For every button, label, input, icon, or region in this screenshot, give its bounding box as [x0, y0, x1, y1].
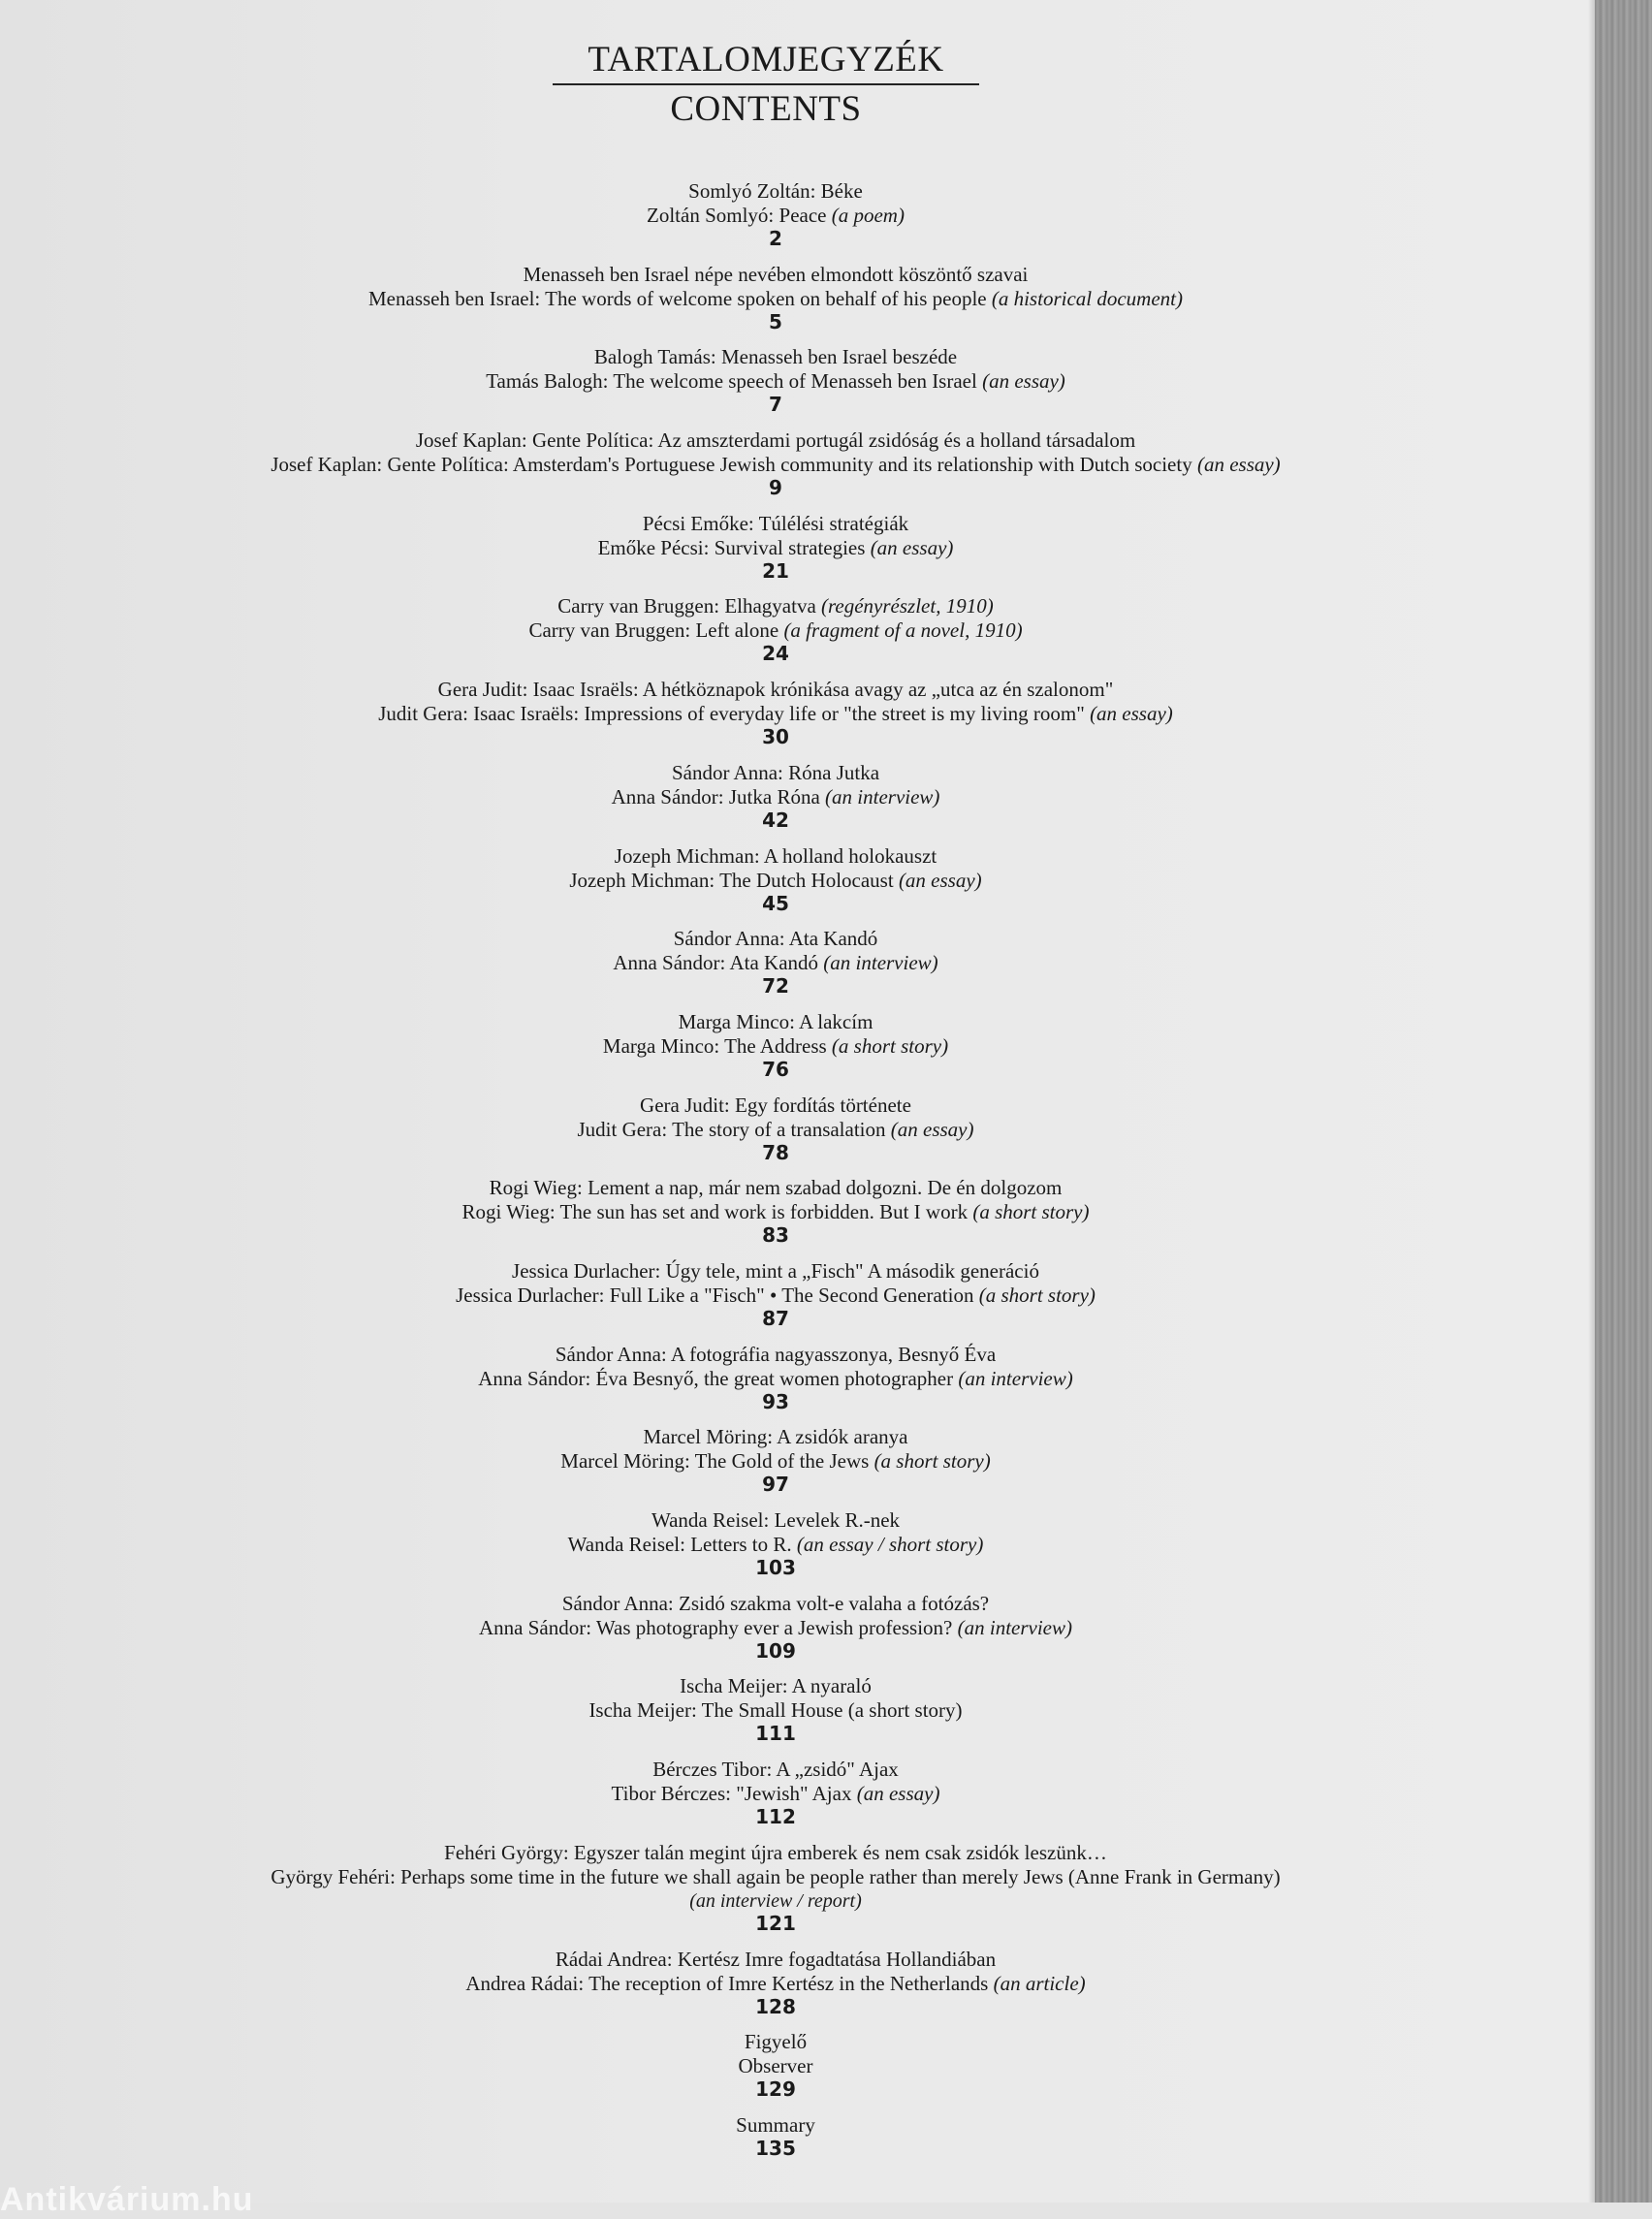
entry-type: (an essay) [982, 369, 1065, 394]
entry-type: (an interview) [823, 951, 938, 975]
entry-title-hu: Ischa Meijer: A nyaraló [680, 1674, 872, 1698]
entry-type: (a short story) [978, 1283, 1096, 1307]
entry-page-number: 93 [762, 1389, 789, 1413]
entry-type: (an interview) [958, 1366, 1073, 1390]
entry-type: (an essay / short story) [796, 1533, 984, 1556]
entry-title-hu: Summary [736, 2113, 815, 2138]
entry-title-hu: Sándor Anna: Róna Jutka [671, 760, 880, 784]
entry-title-en: Rogi Wieg: The sun has set and work is forbidden. But I work (a short story) [461, 1200, 1090, 1224]
entry-type: (an essay) [1196, 453, 1281, 477]
entry-type: (an essay) [890, 1117, 974, 1141]
entry-title-en: Emőke Pécsi: Survival strategies (an essay) [597, 535, 954, 559]
entry-title-hu: Rogi Wieg: Lement a nap, már nem szabad dolgozni. De én dolgozom [489, 1176, 1063, 1200]
entry-title-hu: Somlyó Zoltán: Béke [688, 179, 863, 203]
entry-title-hu: Figyelő [744, 2030, 808, 2054]
entry-title-en: Marcel Möring: The Gold of the Jews (a short story) [560, 1449, 991, 1474]
entry-type: (an essay) [898, 868, 982, 892]
entry-title-hu: Gera Judit: Egy fordítás története [640, 1093, 911, 1117]
entry-type: (an interview) [825, 784, 940, 808]
entry-title-en: Tibor Bérczes: "Jewish" Ajax (an essay) [611, 1782, 940, 1806]
toc-entry[interactable] [87, 1592, 1464, 1675]
entry-page-number: 135 [755, 2137, 796, 2161]
entry-type: (a short story) [874, 1449, 991, 1474]
entry-title-en: Josef Kaplan: Gente Política: Amsterdam's Portuguese Jewish community and its relationship with Dutch society (an essay) [270, 453, 1281, 477]
entry-page-number: 42 [762, 808, 789, 832]
entry-title-en: Anna Sándor: Ata Kandó (an interview) [613, 951, 938, 975]
entry-title-hu: Balogh Tamás: Menasseh ben Israel beszéde [593, 345, 958, 369]
entry-page-number: 78 [762, 1140, 789, 1164]
entry-title-en: Observer [738, 2054, 813, 2078]
entry-title-hu: Marga Minco: A lakcím [678, 1009, 874, 1033]
entry-title-en: György Fehéri: Perhaps some time in the future we shall again be people rather than merely Jews (Anne Frank in Germany) [270, 1864, 1281, 1888]
watermark: Antikvárium.hu [0, 2181, 254, 2218]
title-hungarian: TARTALOMJEGYZÉK [553, 39, 979, 85]
toc-entry[interactable] [87, 428, 1464, 512]
entry-type: (an essay) [870, 535, 954, 559]
entry-title-hu: Marcel Möring: A zsidók aranya [643, 1425, 908, 1449]
entry-page-number: 87 [762, 1306, 789, 1330]
toc-entry[interactable] [87, 594, 1464, 678]
toc-entry[interactable] [87, 1010, 1464, 1094]
entry-page-number: 24 [762, 642, 789, 666]
toc-entry[interactable] [87, 761, 1464, 844]
toc-entry[interactable] [87, 2030, 1464, 2113]
entry-title-hu: Wanda Reisel: Levelek R.-nek [651, 1508, 901, 1532]
entry-title-hu: Jozeph Michman: A holland holokauszt [614, 843, 937, 868]
toc-entry[interactable] [87, 844, 1464, 928]
entry-type: (a short story) [831, 1033, 949, 1058]
entry-type: (an interview / report) [689, 1889, 862, 1912]
toc-entry[interactable] [87, 2113, 1464, 2199]
entry-title-en: Judit Gera: The story of a transalation (an essay) [577, 1117, 974, 1141]
toc-entry[interactable] [87, 1259, 1464, 1343]
entry-title-hu: Sándor Anna: Zsidó szakma volt-e valaha a fotózás? [561, 1591, 990, 1615]
entry-title-hu: Sándor Anna: Ata Kandó [673, 927, 878, 951]
entry-title-hu: Bérczes Tibor: A „zsidó" Ajax [652, 1758, 899, 1782]
entry-page-number: 97 [762, 1473, 789, 1497]
entry-page-number: 2 [769, 227, 782, 250]
entry-type: (a short story) [972, 1200, 1090, 1224]
entry-title-en: Judit Gera: Isaac Israëls: Impressions of everyday life or "the street is my living room" (an essay) [378, 702, 1173, 726]
entry-page-number: 30 [762, 725, 789, 749]
entry-page-number: 5 [769, 309, 782, 333]
entry-type: (an essay) [1090, 702, 1173, 726]
entry-page-number: 112 [755, 1805, 796, 1829]
contents-header [553, 39, 979, 134]
entry-page-number: 83 [762, 1223, 789, 1248]
toc-entry[interactable] [87, 1674, 1464, 1758]
entry-title-hu: Josef Kaplan: Gente Política: Az amszterdami portugál zsidóság és a holland társadalom [415, 428, 1136, 453]
entry-page-number: 72 [762, 974, 789, 999]
entry-title-en: Anna Sándor: Éva Besnyő, the great women photographer (an interview) [478, 1366, 1073, 1390]
entry-title-hu: Pécsi Emőke: Túlélési stratégiák [642, 511, 909, 535]
entry-type: (a historical document) [991, 286, 1183, 310]
entry-page-number: 103 [755, 1556, 796, 1579]
entry-page-number: 9 [769, 476, 782, 500]
entry-page-number: 7 [769, 393, 782, 417]
entry-page-number: 76 [762, 1057, 789, 1081]
entry-title-hu: Menasseh ben Israel népe nevében elmondott köszöntő szavai [523, 262, 1029, 286]
book-spine [1595, 0, 1652, 2203]
entry-title-en: Wanda Reisel: Letters to R. (an essay / short story) [567, 1533, 984, 1556]
entry-title-hu: Jessica Durlacher: Úgy tele, mint a „Fisch" A második generáció [512, 1258, 1039, 1283]
entry-type: (a poem) [831, 204, 905, 227]
entry-title-hu: Rádai Andrea: Kertész Imre fogadtatása Hollandiában [555, 1947, 997, 1971]
title-english: CONTENTS [670, 89, 862, 129]
toc-entry[interactable] [87, 1758, 1464, 1841]
entry-type: (an article) [993, 1971, 1086, 1995]
toc-entry[interactable] [87, 512, 1464, 595]
entry-title-en: Marga Minco: The Address (a short story) [602, 1033, 949, 1058]
toc-entry[interactable] [87, 1094, 1464, 1177]
entry-title-en: Anna Sándor: Jutka Róna (an interview) [611, 784, 940, 808]
entry-page-number: 129 [755, 2077, 796, 2102]
entry-page-number: 121 [755, 1911, 796, 1935]
toc-entry[interactable] [87, 345, 1464, 428]
entry-page-number: 45 [762, 891, 789, 915]
entry-type-hu: (regényrészlet, 1910) [821, 594, 994, 618]
table-of-contents [87, 179, 1464, 2199]
entry-title-en: Jozeph Michman: The Dutch Holocaust (an essay) [569, 868, 982, 892]
entry-type: (a fragment of a novel, 1910) [783, 618, 1023, 643]
toc-entry[interactable] [87, 1343, 1464, 1426]
toc-entry[interactable] [87, 1841, 1464, 1948]
entry-title-en: Menasseh ben Israel: The words of welcome spoken on behalf of his people (a historical document) [368, 286, 1183, 310]
entry-title-en: Anna Sándor: Was photography ever a Jewish profession? (an interview) [478, 1615, 1073, 1639]
toc-entry[interactable] [87, 1948, 1464, 2031]
entry-title-en: Andrea Rádai: The reception of Imre Kertész in the Netherlands (an article) [465, 1971, 1086, 1995]
toc-entry[interactable] [87, 1176, 1464, 1259]
entry-type: (an interview) [957, 1615, 1073, 1639]
toc-entry[interactable] [87, 1425, 1464, 1508]
toc-entry[interactable] [87, 1508, 1464, 1592]
entry-title-hu: Carry van Bruggen: Elhagyatva (regényrészlet, 1910) [557, 594, 994, 618]
entry-page-number: 128 [755, 1994, 796, 2018]
toc-entry[interactable] [87, 678, 1464, 761]
entry-page-number: 111 [755, 1722, 796, 1746]
toc-entry[interactable] [87, 927, 1464, 1010]
entry-title-hu: Gera Judit: Isaac Israëls: A hétköznapok krónikása avagy az „utca az én szalonom" [437, 678, 1114, 702]
entry-title-en: Zoltán Somlyó: Peace (a poem) [647, 204, 905, 227]
entry-page-number: 21 [762, 558, 789, 583]
entry-title-hu: Fehéri György: Egyszer talán megint újra emberek és nem csak zsidók leszünk… [444, 1840, 1107, 1864]
toc-entry[interactable] [87, 179, 1464, 263]
entry-type: (an essay) [856, 1782, 940, 1806]
entry-title-en: Tamás Balogh: The welcome speech of Menasseh ben Israel (an essay) [486, 369, 1065, 394]
entry-title-en: Ischa Meijer: The Small House (a short story) [588, 1698, 963, 1723]
entry-title-hu: Sándor Anna: A fotográfia nagyasszonya, Besnyő Éva [555, 1342, 997, 1366]
toc-entry[interactable] [87, 263, 1464, 346]
entry-title-en: Jessica Durlacher: Full Like a "Fisch" • The Second Generation (a short story) [456, 1283, 1096, 1307]
entry-title-en: Carry van Bruggen: Left alone (a fragment of a novel, 1910) [528, 618, 1023, 643]
entry-page-number: 109 [755, 1638, 796, 1663]
